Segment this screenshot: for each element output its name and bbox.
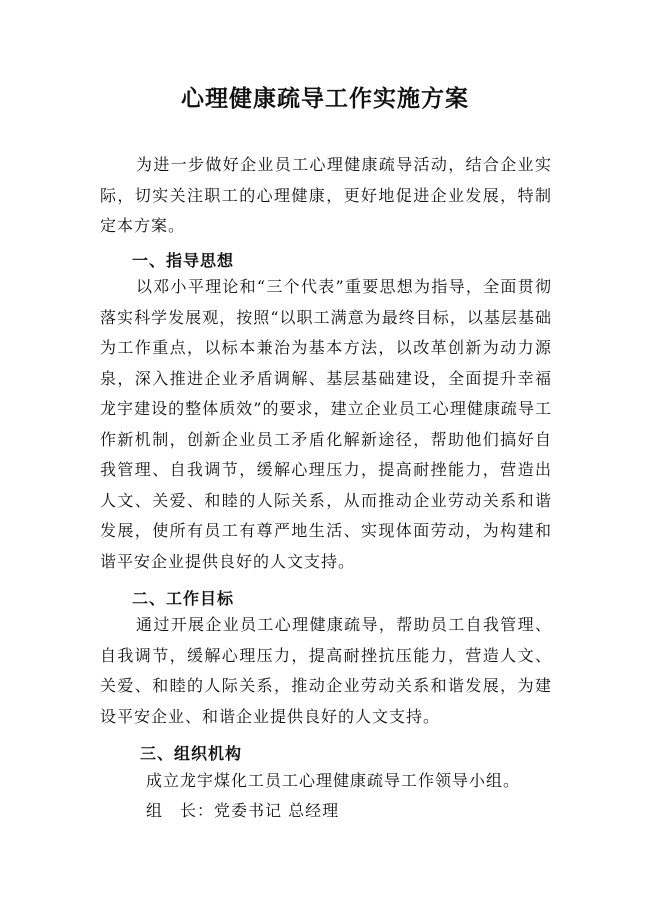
section-heading-organization: 三、组织机构 <box>140 744 243 763</box>
document-title: 心理健康疏导工作实施方案 <box>181 86 469 112</box>
leader-row <box>146 798 339 821</box>
section-heading-guiding-ideology: 一、指导思想 <box>132 251 235 270</box>
leader-label: 组 长： <box>146 801 215 820</box>
section-heading-work-goals: 二、工作目标 <box>132 589 235 608</box>
intro-paragraph: 为进一步做好企业员工心理健康疏导活动，结合企业实际，切实关注职工的心理健康，更好地促进企业发展，特制定本方案。 <box>100 155 552 235</box>
section-body-work-goals: 通过开展企业员工心理健康疏导，帮助员工自我管理、自我调节，缓解心理压力，提高耐挫抗压能力，营造人文、关爱、和睦的人际关系，推动企业劳动关系和谐发展，为建设平安企业、和谐企业提供良好的人文支持。 <box>100 615 552 726</box>
section-body-organization: 成立龙宇煤化工员工心理健康疏导工作领导小组。 <box>146 771 521 790</box>
leader-value: 党委书记 总经理 <box>214 801 340 820</box>
section-body-guiding-ideology: 以邓小平理论和“三个代表”重要思想为指导，全面贯彻落实科学发展观，按照“以职工满意为最终目标，以基层基础为工作重点，以标本兼治为基本方法，以改革创新为动力源泉，深入推进企业矛盾调解、基层基础建设，全面提升幸福龙宇建设的整体质效”的要求，建立企业员工心理健康疏导工作新机制，创新企业员工矛盾化解新途径，帮助他们搞好自我管理、自我调节，缓解心理压力，提高耐挫能力，营造出人文、关爱、和睦的人际关系，从而推动企业劳动关系和谐发展，使所有员工有尊严地生活、实现体面劳动，为构建和谐平安企业提供良好的人文支持。 <box>100 277 552 571</box>
